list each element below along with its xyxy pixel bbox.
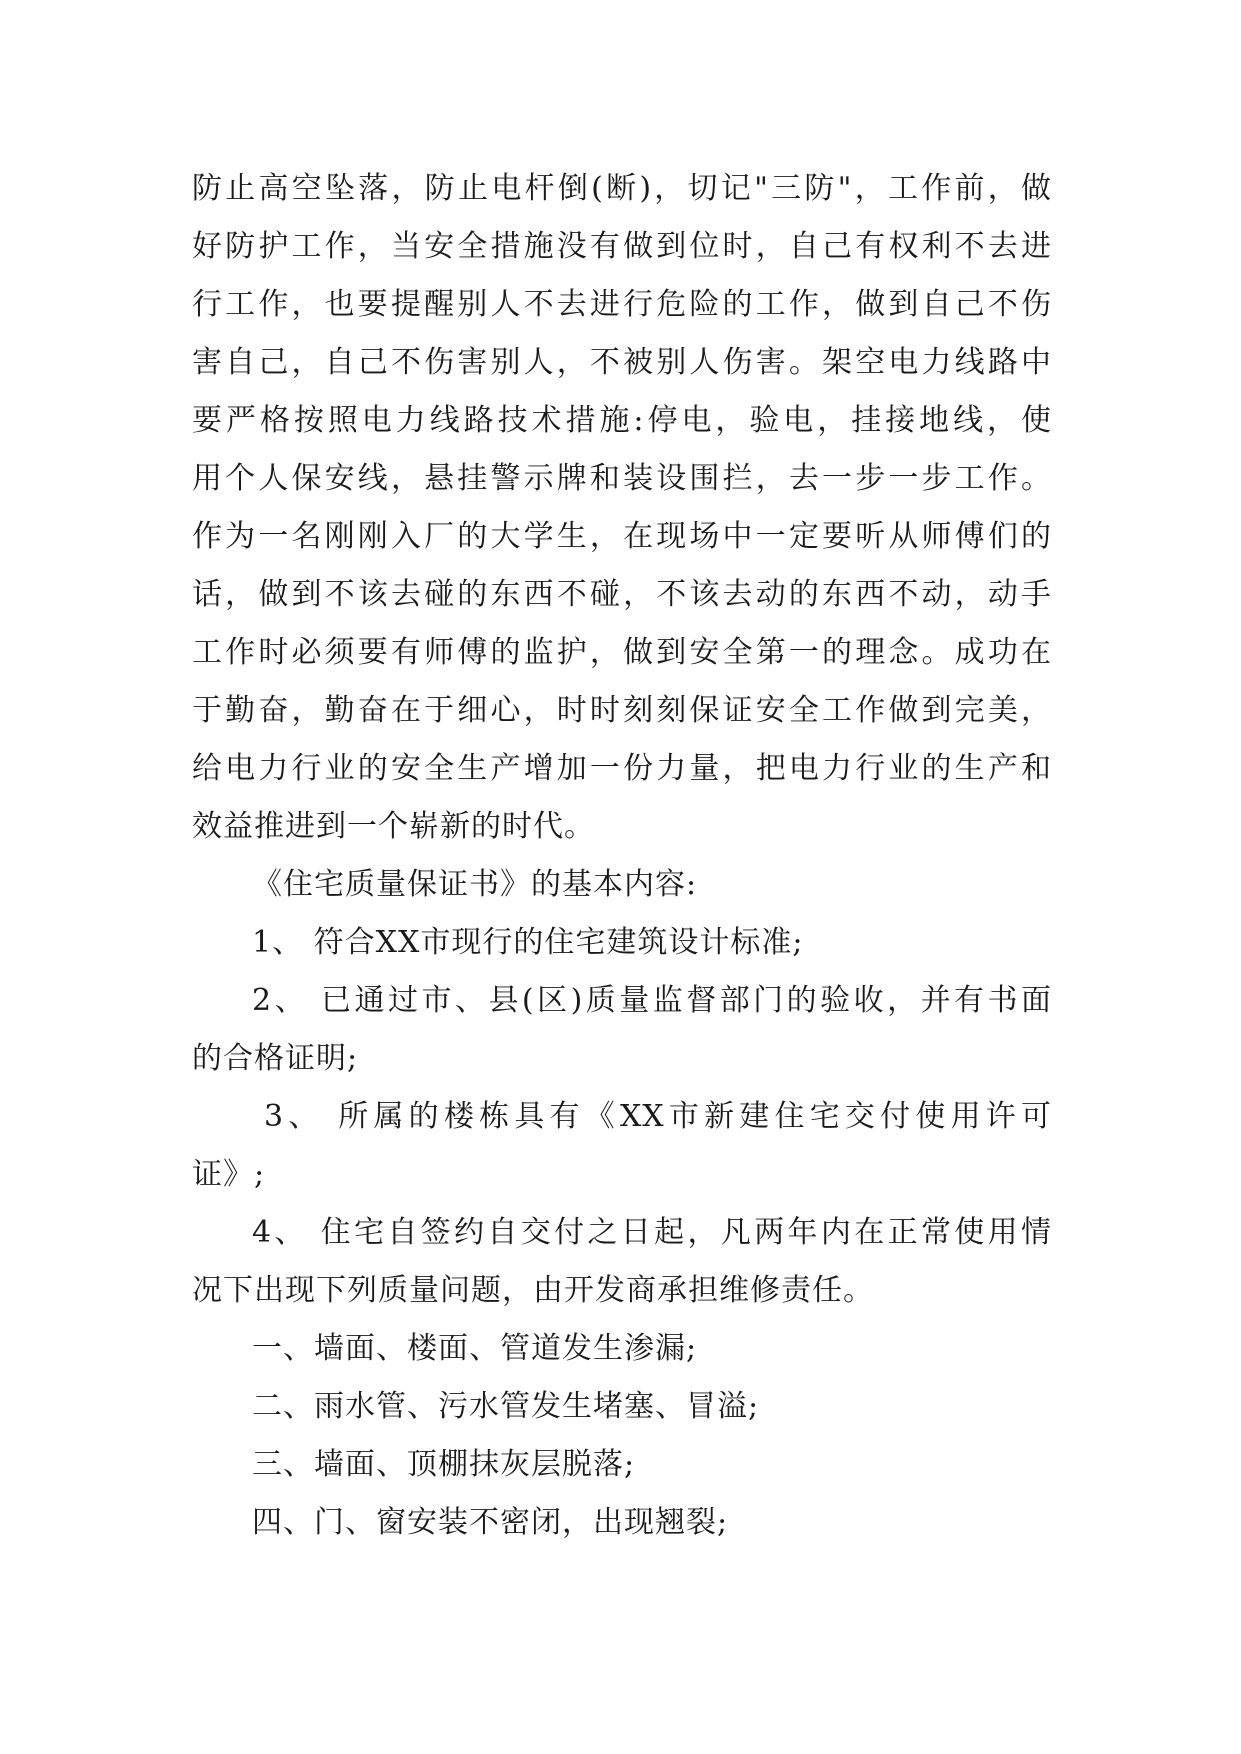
paragraph-line: 给电力行业的安全生产增加一份力量，把电力行业的生产和	[192, 751, 1052, 786]
safety-paragraph	[192, 160, 1052, 856]
paragraph-line: 害自己，自己不伤害别人，不被别人伤害。架空电力线路中	[192, 345, 1052, 380]
list-item-4-line-2: 况下出现下列质量问题，由开发商承担维修责任。	[192, 1273, 874, 1308]
sub-item: 二、雨水管、污水管发生堵塞、冒溢;	[252, 1389, 760, 1424]
paragraph-line: 作为一名刚刚入厂的大学生，在现场中一定要听从师傅们的	[192, 519, 1052, 554]
sub-item: 三、墙面、顶棚抹灰层脱落;	[252, 1447, 636, 1482]
list-item-2-line-1: 2、 已通过市、县(区)质量监督部门的验收，并有书面	[252, 983, 1052, 1018]
list-item-3-line-1: 3、 所属的楼栋具有《XX市新建住宅交付使用许可	[264, 1099, 1052, 1134]
list-item-2-line-2: 的合格证明;	[192, 1041, 359, 1076]
paragraph-line: 用个人保安线，悬挂警示牌和装设围拦，去一步一步工作。	[192, 461, 1052, 496]
paragraph-line: 工作时必须要有师傅的监护，做到安全第一的理念。成功在	[192, 635, 1052, 670]
paragraph-line: 话，做到不该去碰的东西不碰，不该去动的东西不动，动手	[192, 577, 1052, 612]
paragraph-line: 要严格按照电力线路技术措施:停电，验电，挂接地线，使	[192, 403, 1052, 438]
list-item-4-line-1: 4、 住宅自签约自交付之日起，凡两年内在正常使用情	[252, 1215, 1052, 1250]
sub-item: 四、门、窗安装不密闭，出现翘裂;	[252, 1505, 729, 1540]
section-heading: 《住宅质量保证书》的基本内容:	[252, 867, 698, 902]
paragraph-line: 防止高空坠落，防止电杆倒(断)，切记"三防"，工作前，做	[192, 171, 1052, 206]
sub-item: 一、墙面、楼面、管道发生渗漏;	[252, 1331, 698, 1366]
paragraph-line: 于勤奋，勤奋在于细心，时时刻刻保证安全工作做到完美，	[192, 693, 1052, 728]
paragraph-line: 好防护工作，当安全措施没有做到位时，自己有权利不去进	[192, 229, 1052, 264]
list-item-1: 1、 符合XX市现行的住宅建筑设计标准;	[252, 925, 804, 960]
list-item-3-line-2: 证》;	[192, 1157, 266, 1192]
document-body	[192, 160, 1052, 1552]
paragraph-line: 效益推进到一个崭新的时代。	[192, 809, 595, 844]
paragraph-line: 行工作，也要提醒别人不去进行危险的工作，做到自己不伤	[192, 287, 1052, 322]
